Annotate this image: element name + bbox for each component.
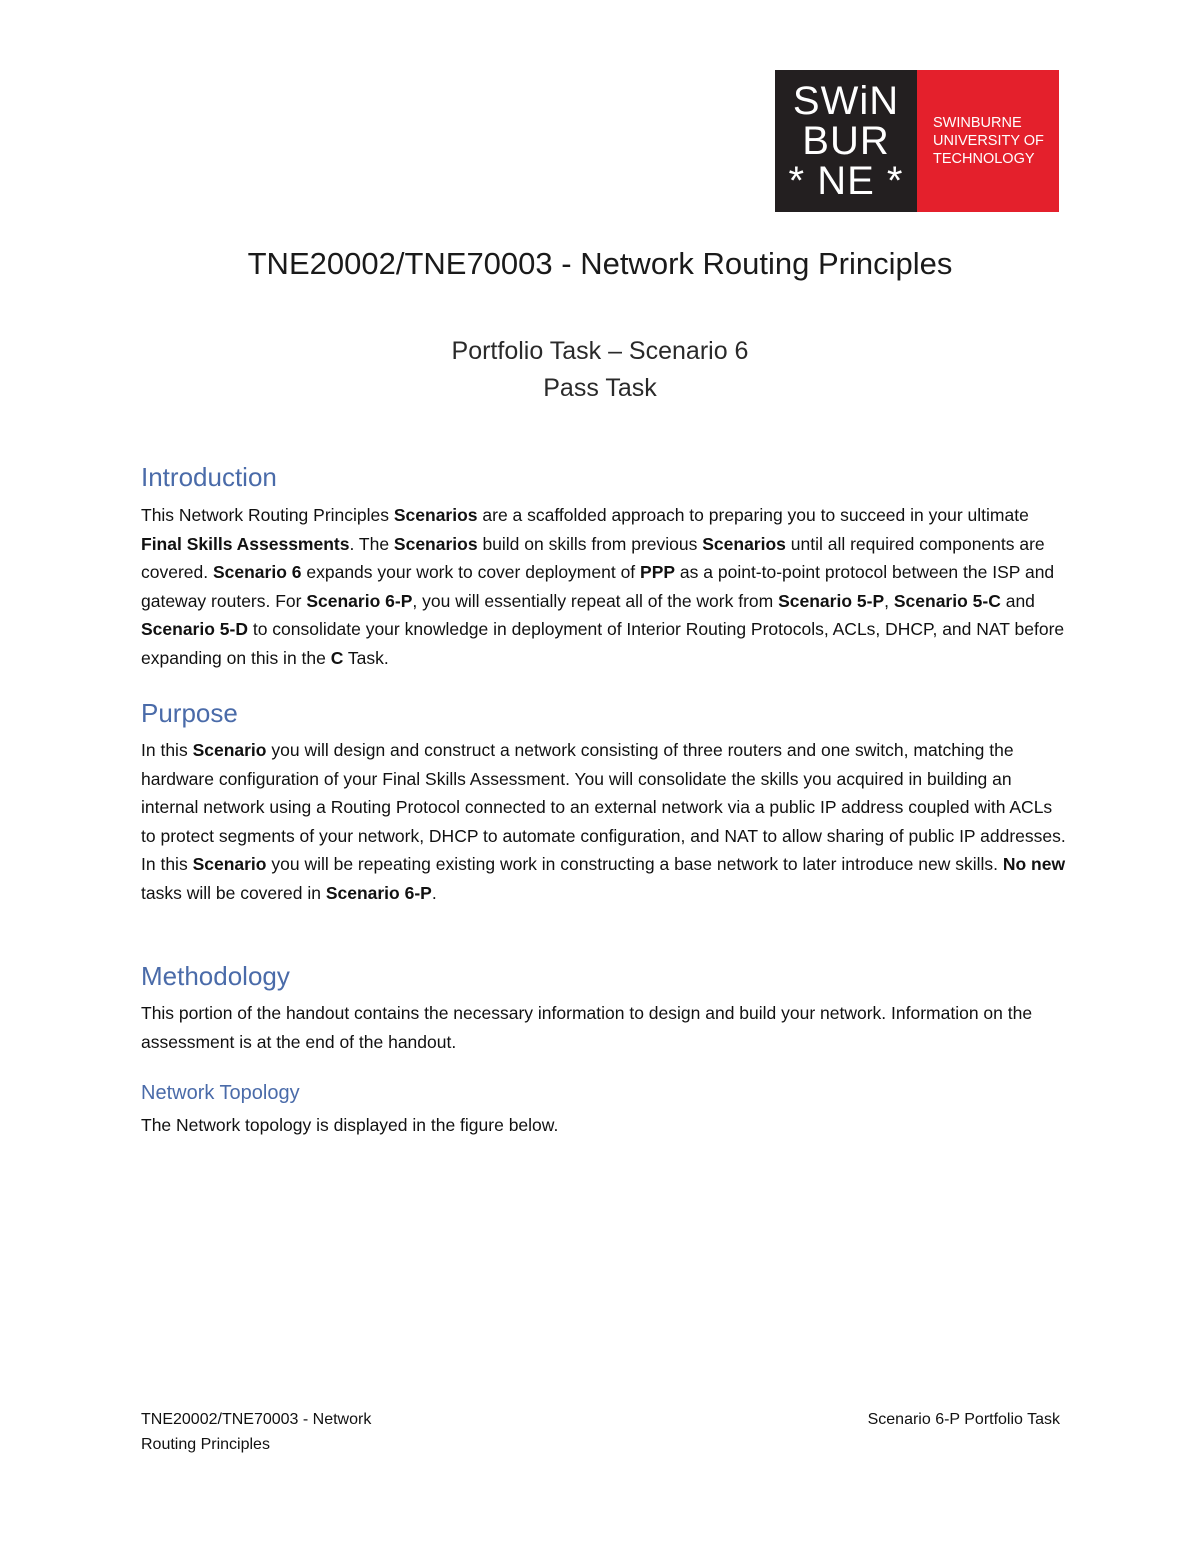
footer-course — [141, 1407, 441, 1457]
purpose-heading: Purpose — [141, 698, 238, 728]
body-text: to consolidate your knowledge in deployment of Interior Routing Protocols, ACLs, DHCP, and NAT before expanding on this in the — [141, 619, 1065, 668]
body-text: This portion of the handout contains the necessary information to design and build your network. Information on the assessment is at the end of the handout. — [141, 1003, 1033, 1052]
body-text: , — [884, 590, 894, 611]
body-text: Task. — [343, 647, 389, 668]
logo-mark-line: * NE * — [788, 159, 904, 203]
emphasis-text: C — [330, 647, 344, 668]
document-title: TNE20002/TNE70003 - Network Routing Principles — [247, 246, 953, 281]
network-topology-paragraph — [141, 1111, 1066, 1140]
emphasis-text: PPP — [640, 562, 676, 582]
emphasis-text: Scenario 5-D — [141, 619, 248, 639]
emphasis-text: Scenario 5-P — [778, 590, 885, 611]
logo-name-line: TECHNOLOGY — [933, 151, 1035, 167]
emphasis-text: No new — [1002, 854, 1066, 874]
document-subtitle: Portfolio Task – Scenario 6 — [451, 337, 749, 365]
methodology-heading: Methodology — [141, 961, 290, 991]
emphasis-text: Scenarios — [702, 533, 786, 554]
emphasis-text: Scenario 6 — [212, 562, 302, 582]
body-text: you will design and construct a network consisting of three routers and one switch, matching the hardware configuration of your Final Skills Assessment. You will consolidate the skills you acquired in building an internal network using a Routing Protocol connected to an external network via a public IP address coupled with ACLs to protect segments of your network, DHCP to automate configuration, and NAT to allow sharing of public IP addresses. In this — [141, 740, 1066, 874]
purpose-paragraph — [141, 736, 1066, 907]
body-text: In this — [141, 740, 193, 760]
logo-mark-line: SWiN — [792, 79, 900, 123]
emphasis-text: Scenario — [192, 740, 267, 760]
body-text: and — [1000, 590, 1035, 611]
emphasis-text: Scenario — [192, 854, 267, 874]
logo-name-line: SWINBURNE — [933, 115, 1022, 131]
swinburne-logo — [775, 70, 1059, 212]
body-text: tasks will be covered in — [141, 882, 326, 903]
logo-name-line: UNIVERSITY OF — [933, 133, 1044, 149]
introduction-heading: Introduction — [141, 462, 277, 492]
body-text: This Network Routing Principles — [141, 505, 394, 525]
footer-course-line: TNE20002/TNE70003 - Network — [141, 1411, 372, 1428]
body-text: The Network topology is displayed in the figure below. — [141, 1115, 559, 1135]
body-text: . — [431, 882, 437, 903]
emphasis-text: Scenario 6-P — [325, 882, 432, 903]
body-text: , you will essentially repeat all of the work from — [412, 590, 779, 611]
body-text: until all required components are covered. — [141, 533, 1045, 582]
emphasis-text: Scenarios — [393, 533, 478, 554]
body-text: . The — [349, 533, 394, 554]
body-text: build on skills from previous — [477, 533, 703, 554]
body-text: expands your work to cover deployment of — [301, 562, 641, 582]
logo-mark — [775, 70, 917, 212]
footer-task: Scenario 6-P Portfolio Task — [867, 1411, 1060, 1428]
methodology-paragraph — [141, 999, 1066, 1056]
body-text: you will be repeating existing work in constructing a base network to later introduce new skills. — [266, 854, 1003, 874]
footer-course-line: Routing Principles — [141, 1436, 270, 1453]
emphasis-text: Scenario 5-C — [893, 590, 1001, 611]
emphasis-text: Scenario 6-P — [306, 590, 413, 611]
body-text: as a point-to-point protocol between the ISP and gateway routers. For — [141, 562, 1055, 611]
logo-mark-line: BUR — [802, 119, 890, 163]
emphasis-text: Final Skills Assessments — [141, 533, 350, 554]
task-level: Pass Task — [543, 374, 657, 402]
logo-wordmark — [917, 70, 1059, 212]
emphasis-text: Scenarios — [393, 505, 478, 525]
introduction-paragraph — [141, 501, 1066, 672]
network-topology-heading: Network Topology — [141, 1082, 300, 1104]
body-text: are a scaffolded approach to preparing you to succeed in your ultimate — [477, 505, 1029, 525]
